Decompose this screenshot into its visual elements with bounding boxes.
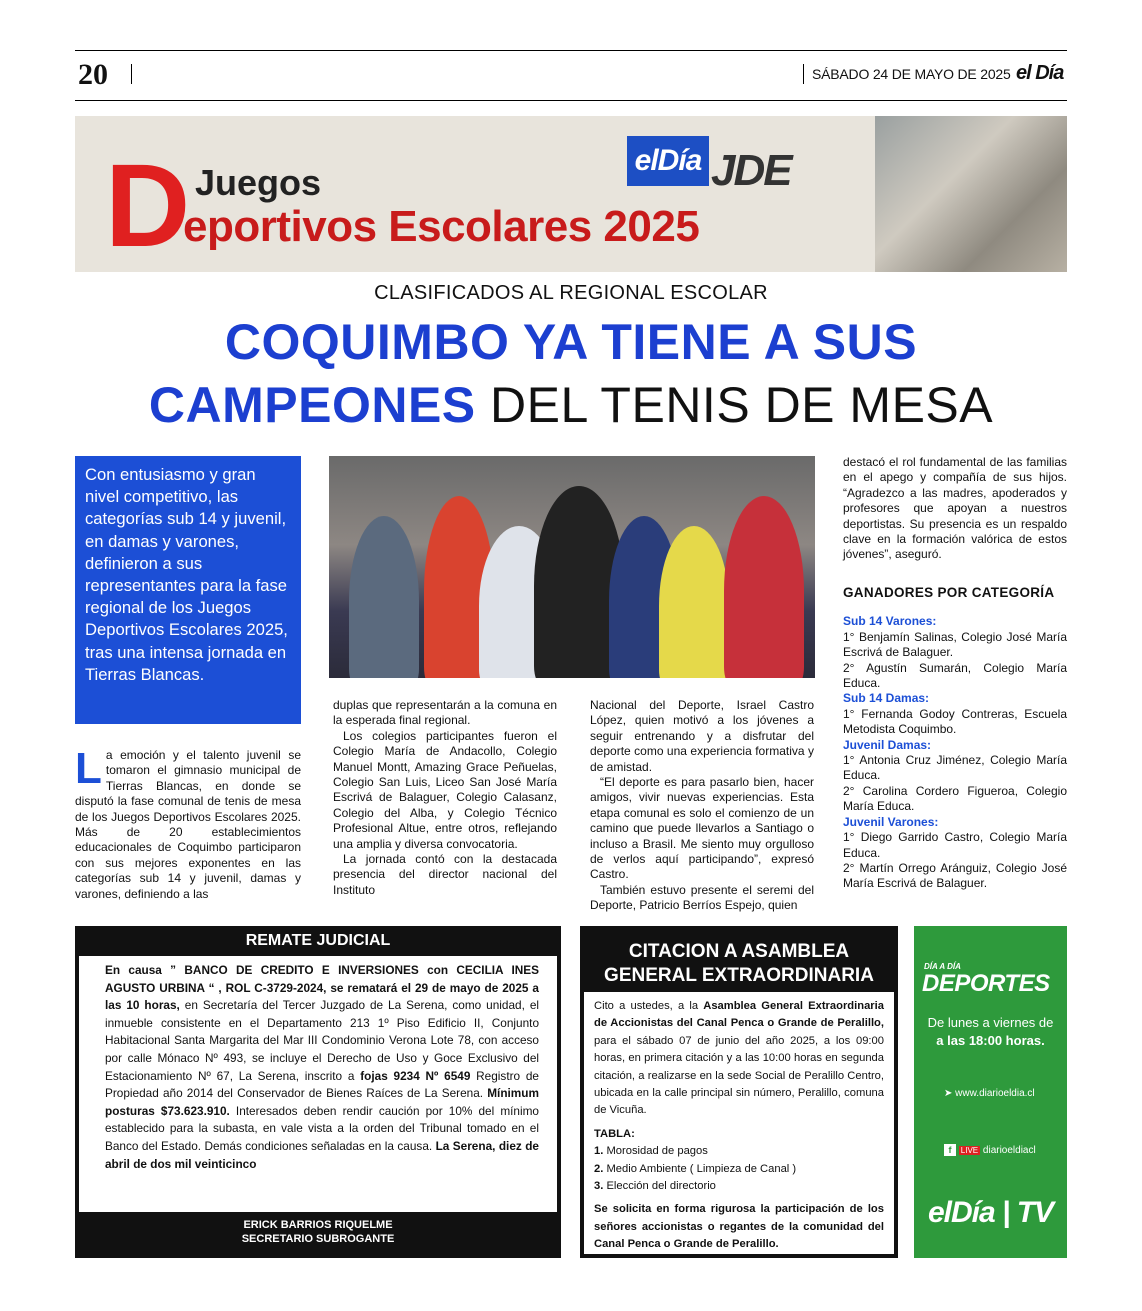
winner-entry: 2° Agustín Sumarán, Colegio María Educa.: [843, 660, 1067, 691]
citacion-title: [580, 940, 898, 988]
agenda-item: 3. Elección del directorio: [594, 1180, 716, 1193]
headline-bold: CAMPEONES: [148, 377, 476, 433]
remate-notice: [75, 926, 561, 1258]
agenda-text: Morosidad de pagos: [606, 1145, 708, 1158]
remate-text: en Secretaría del Tercer Juzgado de La Serena, como unidad, el inmueble consistente en el Departamento 213 1º Piso Edificio II, Conjunto Habitacional Santa Margarita del Mar III Condominio Verona Lote 78, con acceso por calle Mónaco Nº 493, se incluye el Derecho de Uso y Goce Exclusivo del Estacionamiento Nº 67, La Serena, inscrito a: [105, 998, 540, 1083]
issue-date: SÁBADO 24 DE MAYO DE 2025: [812, 66, 1011, 82]
citacion-closing: Se solicita en forma rigurosa la participación de los señores accionistas o regantes de la comunidad del Canal Penca o Grande de Peralillo.: [594, 1203, 884, 1251]
paragraph: También estuvo presente el seremi del Deporte, Patricio Berríos Espejo, quien: [590, 882, 814, 913]
remate-text: Interesados deben rendir caución por 10% del mínimo establecido para la subasta, en vale vista a la orden del Tribunal tomado en el Banco del Estado. Demás condiciones señaladas en la causa.: [105, 1103, 539, 1153]
paragraph: Nacional del Deporte, Israel Castro López, quien motivó a los jóvenes a seguir entrenando y a disfrutar del deporte como una experiencia formativa y de amistad.: [590, 698, 814, 774]
remate-signature: [75, 1218, 561, 1246]
remate-bold: fojas 9234 Nº 6549: [360, 1068, 471, 1083]
section-banner: [75, 116, 1067, 272]
ad-url-text: www.diarioeldia.cl: [955, 1088, 1035, 1099]
banner-line2: eportivos Escolares 2025: [183, 202, 700, 251]
brand-logo: el Día: [1016, 62, 1064, 84]
winner-entry: 1° Fernanda Godoy Contreras, Escuela Metodista Coquimbo.: [843, 706, 1067, 737]
agenda-text: Medio Ambiente ( Limpieza de Canal ): [606, 1162, 797, 1175]
winner-entry: 2° Carolina Cordero Figueroa, Colegio María Educa.: [843, 783, 1067, 814]
divider: [803, 64, 804, 84]
facebook-icon: f: [944, 1144, 956, 1156]
agenda-text: Elección del directorio: [606, 1180, 716, 1193]
citacion-text: Cito a ustedes, a la: [594, 1000, 704, 1012]
citacion-paragraph: [594, 998, 884, 1120]
kicker: CLASIFICADOS AL REGIONAL ESCOLAR: [374, 282, 768, 304]
ad-title: DEPORTES: [922, 970, 1050, 997]
header-rule: [75, 100, 1067, 101]
ad-schedule: [914, 1014, 1067, 1050]
remate-bold: Mínimum posturas $73.623.910.: [105, 1086, 539, 1118]
winners-title: GANADORES POR CATEGORÍA: [843, 585, 1055, 600]
signer-role: SECRETARIO SUBROGANTE: [241, 1233, 395, 1245]
live-badge: LIVE: [960, 1146, 979, 1155]
citacion-body: [584, 992, 894, 1254]
category-label: Juvenil Damas:: [843, 737, 932, 752]
ad-url[interactable]: [944, 1088, 1035, 1099]
winner-entry: 1° Diego Garrido Castro, Colegio María Educa.: [843, 830, 1067, 860]
headline-rest: DEL TENIS DE MESA: [475, 377, 994, 433]
remate-title: REMATE JUDICIAL: [245, 932, 391, 949]
ad-schedule-line2: a las 18:00 horas.: [936, 1033, 1045, 1048]
eldia-tv-logo: elDía | TV: [927, 1196, 1054, 1229]
winners-list: [843, 585, 1067, 892]
category-label: Sub 14 Varones:: [843, 614, 937, 629]
cursor-icon: ➤: [944, 1088, 956, 1099]
article-column-2: [333, 698, 557, 898]
ad-social: [944, 1144, 1036, 1156]
banner-initial: D: [105, 140, 191, 272]
article-column-4: [843, 455, 1067, 563]
deportes-ad: [914, 926, 1067, 1258]
ad-kicker: DÍA A DÍA: [924, 962, 961, 971]
remate-body: [79, 956, 557, 1212]
citacion-title-line1: CITACION A ASAMBLEA: [628, 941, 850, 962]
remate-text: Registro de Propiedad año 2014 del Conservador de Bienes Raíces de La Serena.: [105, 1068, 539, 1101]
winner-entry: 2° Martín Orrego Aránguiz, Colegio José María Escrivá de Balaguer.: [843, 860, 1067, 891]
citacion-title-line2: GENERAL EXTRAORDINARIA: [604, 965, 874, 986]
drop-cap: L: [75, 744, 102, 793]
winner-entry: 1° Antonia Cruz Jiménez, Colegio María Educa.: [843, 753, 1067, 783]
intro-box: Con entusiasmo y gran nivel competitivo, las categorías sub 14 y juvenil, en damas y varones, definieron a sus representantes para la fase regional de los Juegos Deportivos Escolares 2025, tras una intensa jornada en Tierras Blancas.: [75, 456, 301, 724]
paragraph: duplas que representarán a la comuna en la esperada final regional.: [333, 698, 557, 728]
headline-line1: COQUIMBO YA TIENE A SUS: [224, 314, 918, 370]
ad-social-text: diarioeldiacl: [982, 1145, 1036, 1156]
banner-line1: Juegos: [195, 162, 322, 203]
paragraph: “El deporte es para pasarlo bien, hacer amigos, vivir nuevas experiencias. Esta etapa comunal es solo el comienzo de un camino que puede llevarlos a Santiago o incluso a Brasil. Me siento muy orgulloso de verlos aquí participando”, expresó Castro.: [590, 775, 814, 882]
article-column-1: [75, 744, 301, 902]
citacion-notice: [580, 926, 898, 1258]
citacion-bold: Asamblea General Extraordinaria de Accionistas del Canal Penca o Grande de Peralillo,: [594, 1000, 884, 1030]
category-label: Juvenil Varones:: [843, 814, 939, 829]
article-photo: [329, 456, 815, 678]
remate-bold: En causa ” BANCO DE CREDITO E INVERSIONES con CECILIA INES AGUSTO URBINA “ , ROL C-3729-2024, se rematará el 29 de mayo de 2025 a las 10 horas,: [105, 963, 539, 1013]
agenda-item: 2. Medio Ambiente ( Limpieza de Canal ): [594, 1162, 797, 1175]
agenda-item: 1. Morosidad de pagos: [594, 1145, 708, 1158]
jde-logo: JDE: [711, 146, 791, 195]
ad-schedule-line1: De lunes a viernes de: [927, 1015, 1054, 1030]
paragraph: La jornada contó con la destacada presencia del director nacional del Instituto: [333, 852, 557, 897]
top-rule: [75, 50, 1067, 51]
divider: [131, 64, 132, 84]
paragraph: Los colegios participantes fueron el Colegio María de Andacollo, Colegio Manuel Montt, Amazing Grace Peñuelas, Colegio San Luis, Liceo San José María Escrivá de Balaguer, Colegio Calasanz, Colegio del Alba, y Colegio Técnico Profesional Altue, entre otros, reflejando una amplia y diversa convocatoria.: [333, 728, 557, 851]
eldia-logo: elDía: [627, 136, 709, 186]
headline-line2: [0, 374, 1142, 436]
winner-entry: 1° Benjamín Salinas, Colegio José María Escrivá de Balaguer.: [843, 629, 1067, 660]
page-number: 20: [78, 58, 108, 91]
tabla-label: TABLA:: [594, 1127, 635, 1140]
paragraph: destacó el rol fundamental de las familias en el apego y compañía de sus hijos. “Agradezco a las madres, apoderados y profesores que apoyan a nuestros deportistas. Su presencia es un respaldo clave en la formación valórica de estos jóvenes”, aseguró.: [843, 455, 1067, 562]
athletes-photo: [875, 116, 1067, 272]
category-label: Sub 14 Damas:: [843, 691, 930, 706]
remate-bold: La Serena, diez de abril de dos mil veinticinco: [105, 1138, 539, 1171]
signer-name: ERICK BARRIOS RIQUELME: [243, 1219, 393, 1231]
column-text: a emoción y el talento juvenil se tomaron el gimnasio municipal de Tierras Blancas, en donde se disputó la fase comunal de tenis de mesa de los Juegos Deportivos Escolares 2025. Más de 20 establecimientos educacionales de Coquimbo participaron con sus mejores exponentes en las categorías sub 14 y juvenil, damas y varones, definiendo a las: [75, 748, 301, 901]
citacion-text: para el sábado 07 de junio del año 2025, a los 09:00 horas, en primera citación y a las 10:00 horas en segunda citación, a realizarse en la sede Social de Peralillo Centro, ubicada en la calle principal sin número, Peralillo, comuna de Vicuña.: [594, 1034, 884, 1117]
article-column-3: [590, 698, 814, 914]
